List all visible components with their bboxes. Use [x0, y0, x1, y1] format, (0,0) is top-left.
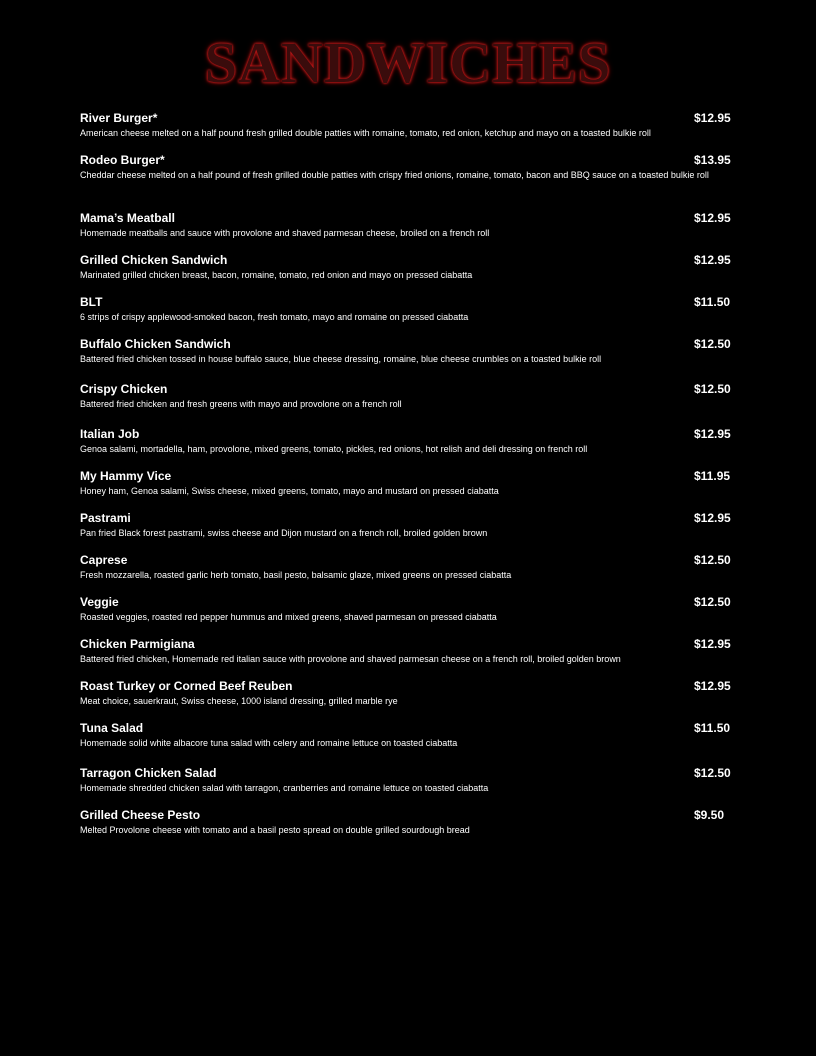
item-name: River Burger*: [80, 111, 158, 125]
item-price: $12.95: [694, 111, 731, 125]
item-price: $11.95: [694, 469, 731, 483]
item-price: $13.95: [694, 153, 731, 167]
item-name: Veggie: [80, 595, 119, 609]
item-name: Grilled Cheese Pesto: [80, 808, 201, 822]
item-description: Honey ham, Genoa salami, Swiss cheese, mixed greens, tomato, mayo and mustard on pressed ciabatta: [80, 486, 499, 496]
item-description: Marinated grilled chicken breast, bacon, romaine, tomato, red onion and mayo on pressed ciabatta: [80, 270, 473, 280]
item-name: Buffalo Chicken Sandwich: [80, 337, 231, 351]
menu-title: SANDWICHES: [204, 30, 612, 95]
item-description: American cheese melted on a half pound fresh grilled double patties with romaine, tomato, red onion, ketchup and mayo on a toasted bulkie roll: [80, 128, 651, 138]
item-name: Chicken Parmigiana: [80, 637, 195, 651]
item-description: Battered fried chicken and fresh greens with mayo and provolone on a french roll: [80, 399, 402, 409]
item-description: 6 strips of crispy applewood-smoked bacon, fresh tomato, mayo and romaine on pressed ciabatta: [80, 312, 469, 322]
item-price: $9.50: [694, 808, 725, 822]
item-price: $12.50: [694, 382, 731, 396]
item-price: $11.50: [694, 721, 731, 735]
item-name: Italian Job: [80, 427, 140, 441]
item-description: Battered fried chicken, Homemade red italian sauce with provolone and shaved parmesan cheese on a french roll, broiled golden brown: [80, 654, 621, 664]
item-name: Pastrami: [80, 511, 131, 525]
item-description: Homemade solid white albacore tuna salad with celery and romaine lettuce on toasted ciabatta: [80, 738, 458, 748]
item-price: $12.50: [694, 595, 731, 609]
item-name: Roast Turkey or Corned Beef Reuben: [80, 679, 293, 693]
item-name: Tuna Salad: [80, 721, 144, 735]
item-name: Caprese: [80, 553, 128, 567]
item-name: BLT: [80, 295, 103, 309]
item-price: $11.50: [694, 295, 731, 309]
item-description: Homemade meatballs and sauce with provolone and shaved parmesan cheese, broiled on a french roll: [80, 228, 490, 238]
item-description: Battered fried chicken tossed in house buffalo sauce, blue cheese dressing, romaine, blue cheese crumbles on a toasted bulkie roll: [80, 354, 602, 364]
item-name: Rodeo Burger*: [80, 153, 165, 167]
item-description: Roasted veggies, roasted red pepper hummus and mixed greens, shaved parmesan on pressed ciabatta: [80, 612, 497, 622]
item-price: $12.95: [694, 211, 731, 225]
item-price: $12.50: [694, 766, 731, 780]
item-price: $12.95: [694, 427, 731, 441]
item-price: $12.95: [694, 637, 731, 651]
item-name: My Hammy Vice: [80, 469, 172, 483]
item-description: Pan fried Black forest pastrami, swiss cheese and Dijon mustard on a french roll, broiled golden brown: [80, 528, 488, 538]
item-description: Genoa salami, mortadella, ham, provolone, mixed greens, tomato, pickles, red onions, hot relish and deli dressing on french roll: [80, 444, 588, 454]
item-price: $12.50: [694, 337, 731, 351]
item-name: Mama’s Meatball: [80, 211, 175, 225]
item-description: Meat choice, sauerkraut, Swiss cheese, 1000 island dressing, grilled marble rye: [80, 696, 398, 706]
item-description: Fresh mozzarella, roasted garlic herb tomato, basil pesto, balsamic glaze, mixed greens on pressed ciabatta: [80, 570, 512, 580]
item-description: Melted Provolone cheese with tomato and a basil pesto spread on double grilled sourdough bread: [80, 825, 470, 835]
item-price: $12.50: [694, 553, 731, 567]
item-name: Tarragon Chicken Salad: [80, 766, 217, 780]
item-price: $12.95: [694, 511, 731, 525]
item-name: Grilled Chicken Sandwich: [80, 253, 228, 267]
item-description: Homemade shredded chicken salad with tarragon, cranberries and romaine lettuce on toasted ciabatta: [80, 783, 489, 793]
item-price: $12.95: [694, 679, 731, 693]
item-price: $12.95: [694, 253, 731, 267]
item-name: Crispy Chicken: [80, 382, 168, 396]
item-description: Cheddar cheese melted on a half pound of fresh grilled double patties with crispy fried onions, romaine, tomato, bacon and BBQ sauce on a toasted bulkie roll: [80, 170, 709, 180]
